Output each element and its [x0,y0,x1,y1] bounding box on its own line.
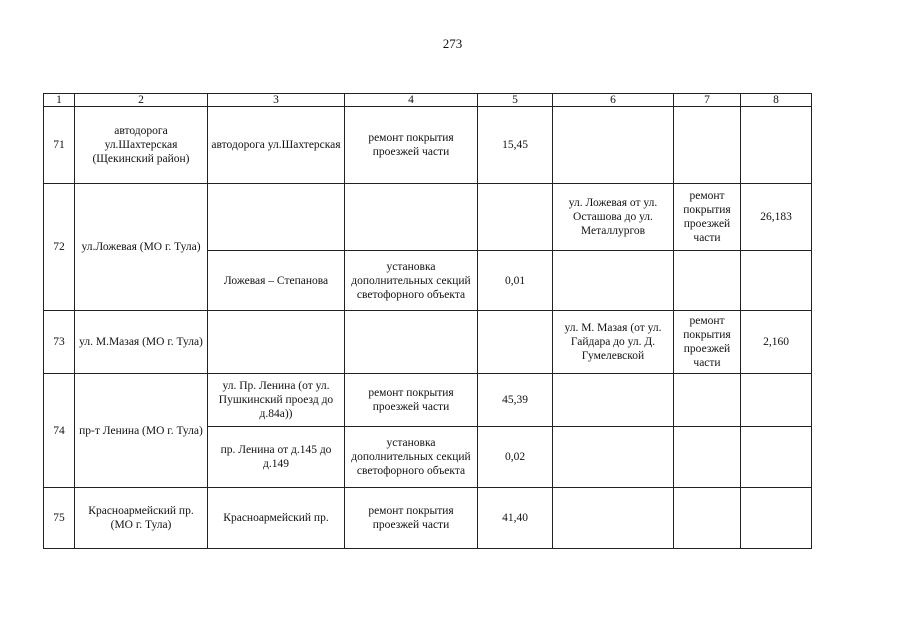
object-name: Красноармейский пр. [208,488,345,549]
table-row-71 [44,107,812,184]
location [553,107,674,184]
work-value [478,311,553,374]
column-number-2: 2 [75,94,208,107]
work-type: установка дополнительных секций светофорного объекта [345,427,478,488]
row-number: 71 [44,107,75,184]
column-number-6: 6 [553,94,674,107]
work-type: ремонт покрытия проезжей части [345,488,478,549]
work-value: 0,01 [478,251,553,311]
location [553,427,674,488]
work-value [478,184,553,251]
work-type: ремонт покрытия проезжей части [345,107,478,184]
work-value-2: 26,183 [741,184,812,251]
row-number: 75 [44,488,75,549]
work-type-2 [674,488,741,549]
location [553,251,674,311]
work-type-2 [674,427,741,488]
column-number-5: 5 [478,94,553,107]
column-number-8: 8 [741,94,812,107]
road-name: автодорога ул.Шахтерская (Щекинский район) [75,107,208,184]
table-row-75 [44,488,812,549]
work-type-2 [674,374,741,427]
work-value-2: 2,160 [741,311,812,374]
row-number: 73 [44,311,75,374]
table-row-72 [44,184,812,251]
works-table [43,93,812,549]
object-name: ул. Пр. Ленина (от ул. Пушкинский проезд до д.84а)) [208,374,345,427]
location [553,488,674,549]
road-name: Красноармейский пр. (МО г. Тула) [75,488,208,549]
work-type: установка дополнительных секций светофорного объекта [345,251,478,311]
work-type-2: ремонт покрытия проезжей части [674,184,741,251]
road-name: пр-т Ленина (МО г. Тула) [75,374,208,488]
work-type-2 [674,107,741,184]
object-name: Ложевая – Степанова [208,251,345,311]
work-value: 0,02 [478,427,553,488]
column-number-4: 4 [345,94,478,107]
work-value: 41,40 [478,488,553,549]
work-type [345,311,478,374]
object-name [208,311,345,374]
road-name: ул.Ложевая (МО г. Тула) [75,184,208,311]
column-number-row [44,94,812,107]
location: ул. М. Мазая (от ул. Гайдара до ул. Д. Гумелевской [553,311,674,374]
work-value-2 [741,488,812,549]
road-name: ул. М.Мазая (МО г. Тула) [75,311,208,374]
column-number-1: 1 [44,94,75,107]
work-type-2 [674,251,741,311]
work-value-2 [741,251,812,311]
work-value-2 [741,374,812,427]
work-type [345,184,478,251]
column-number-3: 3 [208,94,345,107]
location: ул. Ложевая от ул. Осташова до ул. Металлургов [553,184,674,251]
work-type: ремонт покрытия проезжей части [345,374,478,427]
object-name: автодорога ул.Шахтерская [208,107,345,184]
column-number-7: 7 [674,94,741,107]
row-number: 74 [44,374,75,488]
object-name [208,184,345,251]
table-row-73 [44,311,812,374]
work-value-2 [741,427,812,488]
work-value: 15,45 [478,107,553,184]
object-name: пр. Ленина от д.145 до д.149 [208,427,345,488]
page-number: 273 [442,36,463,51]
work-value-2 [741,107,812,184]
row-number: 72 [44,184,75,311]
table-row-74 [44,374,812,427]
work-type-2: ремонт покрытия проезжей части [674,311,741,374]
location [553,374,674,427]
work-value: 45,39 [478,374,553,427]
